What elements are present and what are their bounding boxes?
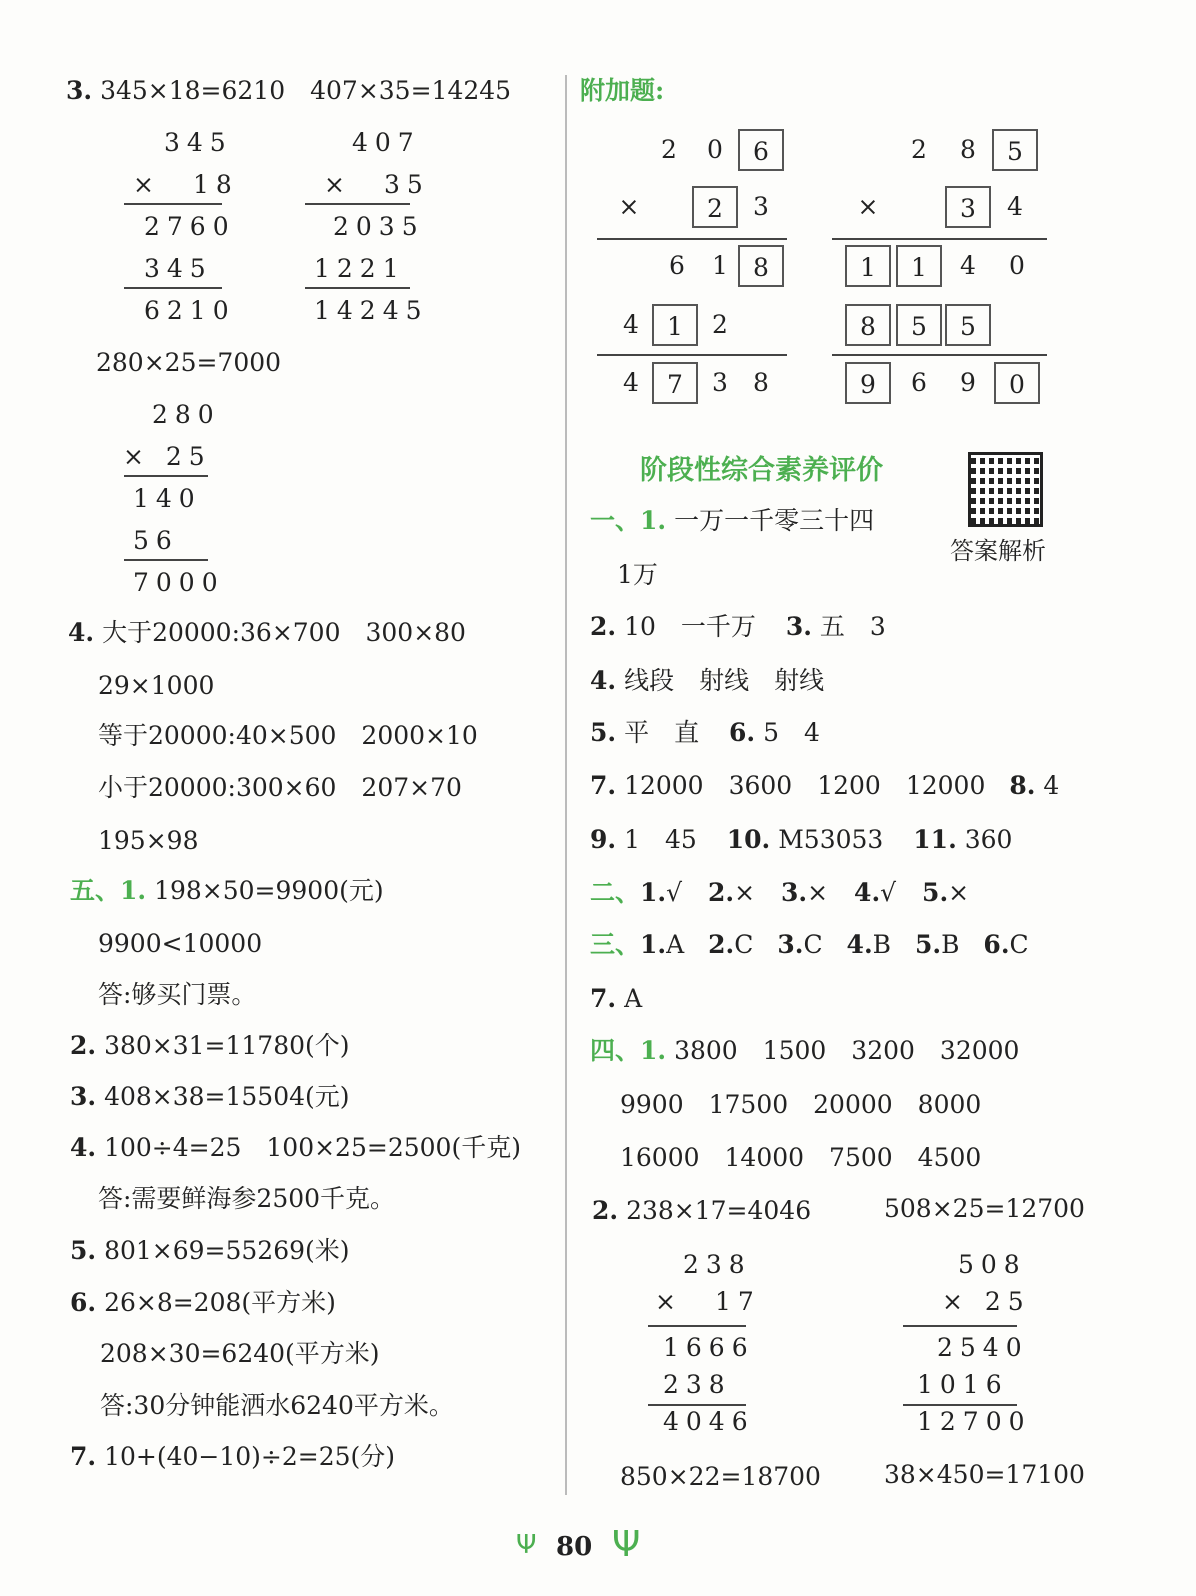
section-number: 二、 — [590, 878, 641, 907]
vm-row: 1666 — [663, 1333, 755, 1362]
section-5-answer-2 — [70, 1031, 350, 1061]
vm-line — [124, 203, 222, 205]
item-number: 11. — [913, 825, 957, 854]
item-number: 7. — [70, 1442, 97, 1471]
section-number: 五、1. — [70, 876, 147, 905]
puzzle-line — [597, 354, 787, 356]
item-number: 8. — [1009, 771, 1036, 800]
item-text: 五 3 — [819, 612, 886, 641]
section-number: 三、 — [590, 930, 641, 959]
equation-text: 280×25=7000 — [96, 348, 282, 377]
vm-row: 7000 — [133, 568, 225, 597]
answer-row-7-8 — [590, 771, 1059, 801]
item-text: 408×38=15504(元) — [104, 1082, 350, 1111]
times-sign: × — [857, 192, 879, 221]
mark: √ — [880, 878, 897, 907]
answer-line: 答:够买门票。 — [98, 980, 257, 1009]
digit: 6 — [911, 368, 927, 397]
item-text: 3800 1500 3200 32000 — [674, 1036, 1020, 1065]
item-text: 238×17=4046 — [626, 1196, 812, 1225]
text-line: 9900 17500 20000 8000 — [620, 1090, 982, 1119]
extra-questions-title: 附加题: — [580, 76, 665, 105]
section-2-answers — [590, 878, 969, 908]
digit: 6 — [669, 251, 685, 280]
mark: × — [807, 878, 829, 907]
answer-row-9-11 — [590, 825, 1012, 855]
digit-box: 9 — [845, 362, 891, 404]
digit-box: 5 — [945, 304, 991, 346]
choice: B — [941, 930, 960, 959]
item-text: 1 45 — [624, 825, 697, 854]
digit: 0 — [1009, 251, 1025, 280]
vm-row: 56 — [133, 526, 179, 555]
item-number: 4. — [70, 1133, 97, 1162]
mark: × — [948, 878, 970, 907]
vm-row: 140 — [133, 484, 202, 513]
section-3-answers — [590, 930, 1029, 960]
digit-box: 2 — [692, 186, 738, 228]
item-number: 4. — [590, 666, 617, 695]
item-number: 2. — [592, 1196, 619, 1225]
item-number: 2. — [590, 612, 617, 641]
section-5-answer-3 — [70, 1082, 350, 1112]
item-text: 一万一千零三十四 — [674, 506, 875, 535]
answer-row-5-6 — [590, 718, 820, 748]
qr-caption: 答案解析 — [950, 537, 1046, 565]
section-5-answer-6 — [70, 1288, 336, 1318]
answer-line: 答:需要鲜海参2500千克。 — [98, 1184, 396, 1213]
section-4-answer-1 — [590, 1036, 1019, 1066]
item-number: 1. — [640, 930, 667, 959]
digit-box: 6 — [738, 129, 784, 171]
text-line: 29×1000 — [98, 671, 215, 700]
answer-row-4 — [590, 666, 824, 696]
choice: A — [624, 984, 643, 1013]
page-number: 80 — [556, 1532, 593, 1562]
item-number: 3. — [785, 612, 812, 641]
column-divider — [565, 75, 567, 1495]
vm-line — [305, 203, 410, 205]
text-line: 208×30=6240(平方米) — [100, 1339, 380, 1368]
vm-row: 14245 — [314, 296, 429, 325]
item-number: 3. — [777, 930, 804, 959]
qr-code-icon[interactable] — [968, 452, 1043, 527]
vm-line — [903, 1404, 1017, 1406]
vm-row: × 35 — [324, 170, 430, 199]
item-number: 4. — [68, 618, 95, 647]
palm-tree-icon: Ψ — [516, 1530, 537, 1560]
mark: √ — [666, 878, 683, 907]
vm-row: 407 — [352, 128, 421, 157]
digit: 4 — [623, 368, 639, 397]
vm-row: × 25 — [123, 442, 212, 471]
digit: 8 — [960, 135, 976, 164]
item-text: 380×31=11780(个) — [104, 1031, 350, 1060]
text-line: 1万 — [617, 560, 658, 589]
answer-row-2-3 — [590, 612, 886, 642]
item-number: 2. — [708, 878, 735, 907]
item-text: 198×50=9900(元) — [154, 876, 384, 905]
digit-box: 8 — [738, 245, 784, 287]
item-text: 100÷4=25 100×25=2500(千克) — [104, 1133, 521, 1162]
item-text: 线段 射线 射线 — [624, 666, 825, 695]
answer-4 — [68, 618, 466, 648]
item-text: 4 — [1043, 771, 1060, 800]
equation-text: 850×22=18700 — [620, 1462, 821, 1491]
digit: 1 — [712, 251, 728, 280]
vm-row: 345 — [164, 128, 233, 157]
choice: C — [1009, 930, 1029, 959]
choice: A — [666, 930, 685, 959]
section-number: 一、1. — [590, 506, 667, 535]
digit: 3 — [753, 192, 769, 221]
vm-row: 1221 — [314, 254, 406, 283]
digit-box: 0 — [994, 362, 1040, 404]
text-line: 小于20000:300×60 207×70 — [98, 773, 462, 802]
vm-row: 345 — [144, 254, 213, 283]
vm-line — [903, 1325, 1017, 1327]
item-text: M53053 — [778, 825, 884, 854]
item-number: 3. — [781, 878, 808, 907]
section-number: 四、1. — [590, 1036, 667, 1065]
palm-tree-icon: Ψ — [612, 1524, 641, 1565]
item-number: 9. — [590, 825, 617, 854]
item-number: 6. — [729, 718, 756, 747]
section-5-answer-4 — [70, 1133, 521, 1163]
item-number: 2. — [708, 930, 735, 959]
item-number: 7. — [590, 984, 617, 1013]
item-number: 3. — [66, 76, 93, 105]
puzzle-line — [597, 238, 787, 240]
item-number: 6. — [983, 930, 1010, 959]
vm-line — [648, 1404, 746, 1406]
section-1-answer-1 — [590, 506, 874, 536]
digit-box: 5 — [896, 304, 942, 346]
item-text: 12000 3600 1200 12000 — [624, 771, 986, 800]
item-text: 10 一千万 — [624, 612, 756, 641]
item-number: 5. — [922, 878, 949, 907]
item-number: 4. — [854, 878, 881, 907]
item-text: 平 直 — [624, 718, 700, 747]
item-number: 5. — [914, 930, 942, 959]
item-number: 10. — [726, 825, 771, 854]
digit-box: 1 — [845, 245, 891, 287]
section-5-answer-1 — [70, 876, 384, 906]
digit: 2 — [911, 135, 927, 164]
vm-line — [124, 475, 208, 477]
digit: 0 — [707, 135, 723, 164]
item-number: 1. — [640, 878, 667, 907]
vm-row: 2760 — [144, 212, 236, 241]
item-text: 10+(40−10)÷2=25(分) — [104, 1442, 396, 1471]
choice: B — [872, 930, 892, 959]
digit-box: 8 — [845, 304, 891, 346]
digit: 8 — [753, 368, 769, 397]
vm-line — [648, 1325, 746, 1327]
vm-row: 6210 — [144, 296, 236, 325]
digit: 4 — [960, 251, 976, 280]
item-number: 2. — [70, 1031, 97, 1060]
vm-row: 4046 — [663, 1407, 755, 1436]
item-number: 4. — [846, 930, 873, 959]
answer-3 — [66, 76, 511, 106]
item-text: 345×18=6210 407×35=14245 — [100, 76, 512, 105]
text-line: 等于20000:40×500 2000×10 — [98, 721, 478, 750]
vm-row: 2540 — [937, 1333, 1029, 1362]
vm-row: × 25 — [942, 1287, 1031, 1316]
digit-box: 1 — [652, 304, 698, 346]
item-number: 7. — [590, 771, 617, 800]
digit-box: 7 — [652, 362, 698, 404]
vm-row: 2035 — [333, 212, 425, 241]
digit-box: 3 — [945, 186, 991, 228]
digit: 4 — [1007, 192, 1023, 221]
vm-row: 238 — [663, 1370, 732, 1399]
vm-line — [124, 559, 208, 561]
vm-row: × 18 — [133, 170, 239, 199]
item-text: 5 4 — [763, 718, 820, 747]
choice: C — [734, 930, 754, 959]
digit: 4 — [623, 310, 639, 339]
answer-line: 答:30分钟能洒水6240平方米。 — [100, 1391, 454, 1420]
item-number: 5. — [70, 1236, 97, 1265]
puzzle-line — [832, 354, 1047, 356]
vm-line — [124, 287, 222, 289]
choice: C — [803, 930, 823, 959]
text-line: 9900<10000 — [98, 929, 263, 958]
section-3-answer-7 — [590, 984, 642, 1014]
times-sign: × — [618, 192, 640, 221]
text-line: 195×98 — [98, 826, 199, 855]
item-number: 3. — [70, 1082, 97, 1111]
vm-row: × 17 — [655, 1287, 761, 1316]
item-number: 6. — [70, 1288, 97, 1317]
item-text: 360 — [964, 825, 1013, 854]
mark: × — [734, 878, 756, 907]
section-5-answer-7 — [70, 1442, 395, 1472]
item-text: 大于20000:36×700 300×80 — [102, 618, 466, 647]
section-4-answer-2 — [592, 1196, 811, 1226]
digit: 3 — [712, 368, 728, 397]
digit: 2 — [661, 135, 677, 164]
item-number: 5. — [590, 718, 617, 747]
item-text: 801×69=55269(米) — [104, 1236, 350, 1265]
vm-row: 280 — [152, 400, 221, 429]
text-line: 16000 14000 7500 4500 — [620, 1143, 982, 1172]
vm-row: 1016 — [917, 1370, 1009, 1399]
vm-row: 12700 — [917, 1407, 1032, 1436]
puzzle-line — [832, 238, 1047, 240]
vm-line — [305, 287, 410, 289]
digit-box: 5 — [992, 129, 1038, 171]
vm-row: 508 — [958, 1250, 1027, 1279]
digit: 9 — [960, 368, 976, 397]
section-5-answer-5 — [70, 1236, 350, 1266]
digit: 2 — [712, 310, 728, 339]
digit-box: 1 — [896, 245, 942, 287]
vm-row: 238 — [683, 1250, 752, 1279]
equation-text: 508×25=12700 — [884, 1194, 1085, 1223]
equation-text: 38×450=17100 — [884, 1460, 1085, 1489]
item-text: 26×8=208(平方米) — [104, 1288, 336, 1317]
section-title: 阶段性综合素养评价 — [640, 455, 883, 486]
